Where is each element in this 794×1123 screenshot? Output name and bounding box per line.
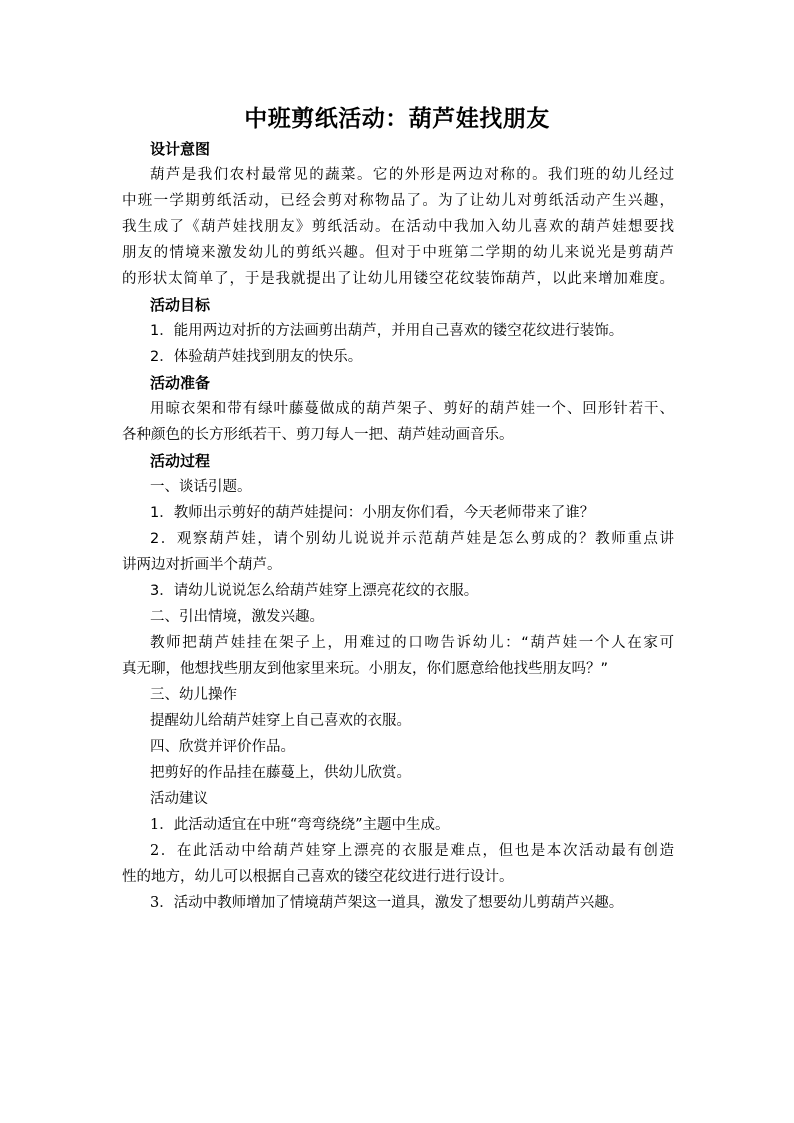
paragraph-line: 葫芦是我们农村最常见的蔬菜。它的外形是两边对称的。我们班的幼儿经过	[150, 167, 674, 183]
paragraph-line: 二、引出情境，激发兴趣。	[150, 609, 324, 625]
paragraph-line: 的形状太简单了，于是我就提出了让幼儿用镂空花纹装饰葫芦，以此来增加难度。	[122, 271, 674, 287]
paragraph-line: 2．观察葫芦娃，请个别幼儿说说并示范葫芦娃是怎么剪成的？教师重点讲	[150, 531, 674, 547]
document-body	[122, 136, 674, 916]
paragraph-line: 三、幼儿操作	[150, 687, 237, 703]
paragraph-line: 2．在此活动中给葫芦娃穿上漂亮的衣服是难点，但也是本次活动最有创造	[150, 843, 674, 859]
paragraph-line: 讲两边对折画半个葫芦。	[122, 557, 282, 573]
paragraph-line: 朋友的情境来激发幼儿的剪纸兴趣。但对于中班第二学期的幼儿来说光是剪葫芦	[122, 245, 674, 261]
document-title: 中班剪纸活动：葫芦娃找朋友	[244, 106, 550, 132]
section-heading-goals: 活动目标	[150, 296, 211, 314]
paragraph-line: 教师把葫芦娃挂在架子上，用难过的口吻告诉幼儿：“葫芦娃一个人在家可	[150, 635, 674, 651]
paragraph-line: 各种颜色的长方形纸若干、剪刀每人一把、葫芦娃动画音乐。	[122, 427, 514, 443]
paragraph-line: 把剪好的作品挂在藤蔓上，供幼儿欣赏。	[150, 765, 411, 781]
paragraph-line: 2．体验葫芦娃找到朋友的快乐。	[150, 349, 363, 365]
paragraph-line: 四、欣赏并评价作品。	[150, 739, 295, 755]
paragraph-line: 真无聊，他想找些朋友到他家里来玩。小朋友，你们愿意给他找些朋友吗？”	[122, 661, 609, 677]
paragraph-line: 1．教师出示剪好的葫芦娃提问：小朋友你们看，今天老师带来了谁？	[150, 505, 595, 521]
paragraph-line: 一、谈话引题。	[150, 479, 252, 495]
paragraph-line: 性的地方，幼儿可以根据自己喜欢的镂空花纹进行进行设计。	[122, 869, 514, 885]
section-heading-design: 设计意图	[150, 140, 211, 158]
section-heading-advice: 活动建议	[150, 791, 208, 807]
paragraph-line: 3．活动中教师增加了情境葫芦架这一道具，激发了想要幼儿剪葫芦兴趣。	[150, 895, 624, 911]
paragraph-line: 1．能用两边对折的方法画剪出葫芦，并用自己喜欢的镂空花纹进行装饰。	[150, 323, 624, 339]
paragraph-line: 提醒幼儿给葫芦娃穿上自己喜欢的衣服。	[150, 713, 411, 729]
paragraph-line: 1．此活动适宜在中班“弯弯绕绕”主题中生成。	[150, 817, 450, 833]
paragraph-line: 中班一学期剪纸活动，已经会剪对称物品了。为了让幼儿对剪纸活动产生兴趣，	[122, 193, 674, 209]
paragraph-line: 3．请幼儿说说怎么给葫芦娃穿上漂亮花纹的衣服。	[150, 583, 479, 599]
section-heading-process: 活动过程	[150, 452, 211, 470]
paragraph-line: 我生成了《葫芦娃找朋友》剪纸活动。在活动中我加入幼儿喜欢的葫芦娃想要找	[122, 219, 674, 235]
paragraph-line: 用晾衣架和带有绿叶藤蔓做成的葫芦架子、剪好的葫芦娃一个、回形针若干、	[150, 401, 674, 417]
section-heading-prep: 活动准备	[150, 374, 211, 392]
